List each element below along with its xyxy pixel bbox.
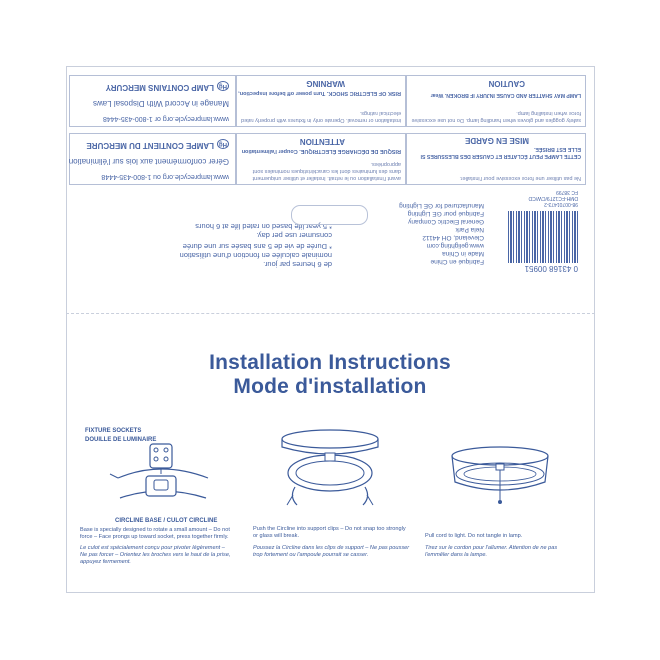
fold-line — [66, 313, 595, 314]
product-code: FC 38799 — [556, 189, 578, 195]
caution-title: CAUTION — [488, 79, 525, 88]
hg-icon: Hg — [219, 141, 227, 147]
mise-title: MISE EN GARDE — [464, 136, 529, 145]
title-en: Installation Instructions — [209, 351, 451, 374]
support-clips-illustration — [275, 425, 385, 515]
mercury-en-line: www.lamprecycle.org or 1-800-435-4448 — [102, 115, 229, 122]
step2-caption-fr: trop fortement ou l'ampoule pourrait se casser. — [253, 552, 369, 558]
warning-title: WARNING — [306, 79, 345, 88]
note-line: nominale calculée en fonction d'une utilisation — [179, 251, 332, 260]
maker-line: Cleveland, OH 44112 — [422, 234, 484, 241]
step2-caption-en: or glass will break. — [253, 533, 300, 539]
mercury-fr-line: www.lamprecycle.org ou 1-800-435-4448 — [101, 173, 229, 180]
mercury-en-title: LAMP CONTAINS MERCURY — [105, 83, 214, 92]
mercury-en-line: Manage in Accord With Disposal Laws — [92, 99, 229, 108]
label-douille: DOUILLE DE LUMINAIRE — [85, 437, 157, 443]
attention-box — [236, 133, 406, 185]
warning-head: RISK OF ELECTRIC SHOCK. Turn power off before inspection, — [238, 90, 401, 96]
mercury-box-fr — [69, 133, 236, 185]
step2-caption-fr: Poussez la Circline dans les clips de support – Ne pas pousser — [253, 545, 410, 551]
upside-down-panel — [67, 67, 594, 313]
hg-icon: Hg — [219, 83, 227, 89]
label-circline-base: CIRCLINE BASE / CULOT CIRCLINE — [115, 518, 218, 524]
maker-line: Fabriqué pour GE Lighting — [407, 210, 484, 217]
mercury-box-en — [69, 75, 236, 127]
attention-body: avant l'installation ou le retrait. Installer et utiliser uniquement dans des luminaires dont les caractéristiques nominales sont appropriées. — [252, 161, 401, 181]
step1-caption-fr: Ne pas forcer – Orientez les broches vers le haut de la prise, — [80, 552, 231, 558]
maker-line: General Electric Company — [408, 218, 484, 225]
title-fr: Mode d'installation — [233, 375, 427, 398]
step3-caption-fr: l'emmêler dans la lampe. — [425, 552, 488, 558]
barcode-digits: 0 43168 00951 — [524, 264, 578, 273]
barcode — [508, 211, 578, 263]
product-code: 98-00701473-2 — [544, 201, 578, 207]
hang-hole — [291, 205, 368, 225]
mercury-fr-line: Gérer conformément aux lois sur l'élimination — [68, 157, 229, 166]
step1-caption-fr: appuyez fermement. — [80, 559, 131, 565]
step1-caption-en: force – Face prongs up toward socket, press together firmly. — [80, 534, 229, 540]
caution-head: LAMP MAY SHATTER AND CAUSE INJURY IF BROKEN. Wear — [430, 92, 581, 98]
pull-cord-illustration — [445, 442, 555, 517]
step2-caption-en: Push the Circline into support clips – Do not snap too strongly — [253, 526, 406, 532]
attention-title: ATTENTION — [299, 137, 345, 146]
note-line: de 6 heures par jour. — [263, 260, 332, 269]
note-line: * 5 year life based on rated life at 6 hours — [195, 222, 332, 231]
product-code: DMH-FC12T9/CW/CD — [528, 195, 578, 201]
warning-box — [236, 75, 406, 127]
mercury-fr-title: LAMPE CONTIENT DU MERCURE — [86, 141, 214, 150]
maker-line: Fabriqué en Chine — [430, 258, 484, 265]
note-line: consumer use per day. — [256, 231, 332, 240]
step1-caption-fr: Le culot est spécialement conçu pour pivoter légèrement – — [80, 545, 225, 551]
step3-caption-fr: Tirez sur le cordon pour l'allumer. Attention de ne pas — [425, 545, 558, 551]
mise-body: Ne pas utiliser une force excessive pour l'installer. — [459, 175, 581, 181]
maker-line: Made in China — [442, 250, 484, 257]
step1-caption-en: Base is specially designed to rotate a small amount – Do not — [80, 527, 230, 533]
caution-box — [406, 75, 586, 127]
note-line: * Durée de vie de 5 ans basée sur une durée — [182, 242, 332, 251]
socket-illustration — [108, 440, 228, 515]
label-fixture-sockets: FIXTURE SOCKETS — [85, 428, 142, 434]
mise-head: CETTE LAMPE PEUT ÉCLATER ET CAUSER DES BLESSURES SI ELLE EST BRISÉE. — [420, 146, 581, 159]
maker-line: Manufactured for GE Lighting — [399, 202, 484, 209]
attention-head: RISQUE DE DÉCHARGE ÉLECTRIQUE. Couper l'alimentation — [241, 148, 401, 154]
caution-body: safety goggles and gloves when handling lamp. Do not use excessive force when installing lamp. — [411, 110, 581, 123]
warning-body: installation or removal. Operate only in fixtures with properly rated electrical ratings. — [241, 110, 401, 123]
step3-caption-en: Pull cord to light. Do not tangle in lamp. — [425, 533, 523, 539]
maker-line: www.gelighting.com — [426, 242, 484, 249]
mise-en-garde-box — [406, 133, 586, 185]
maker-line: Nela Park — [455, 226, 484, 233]
